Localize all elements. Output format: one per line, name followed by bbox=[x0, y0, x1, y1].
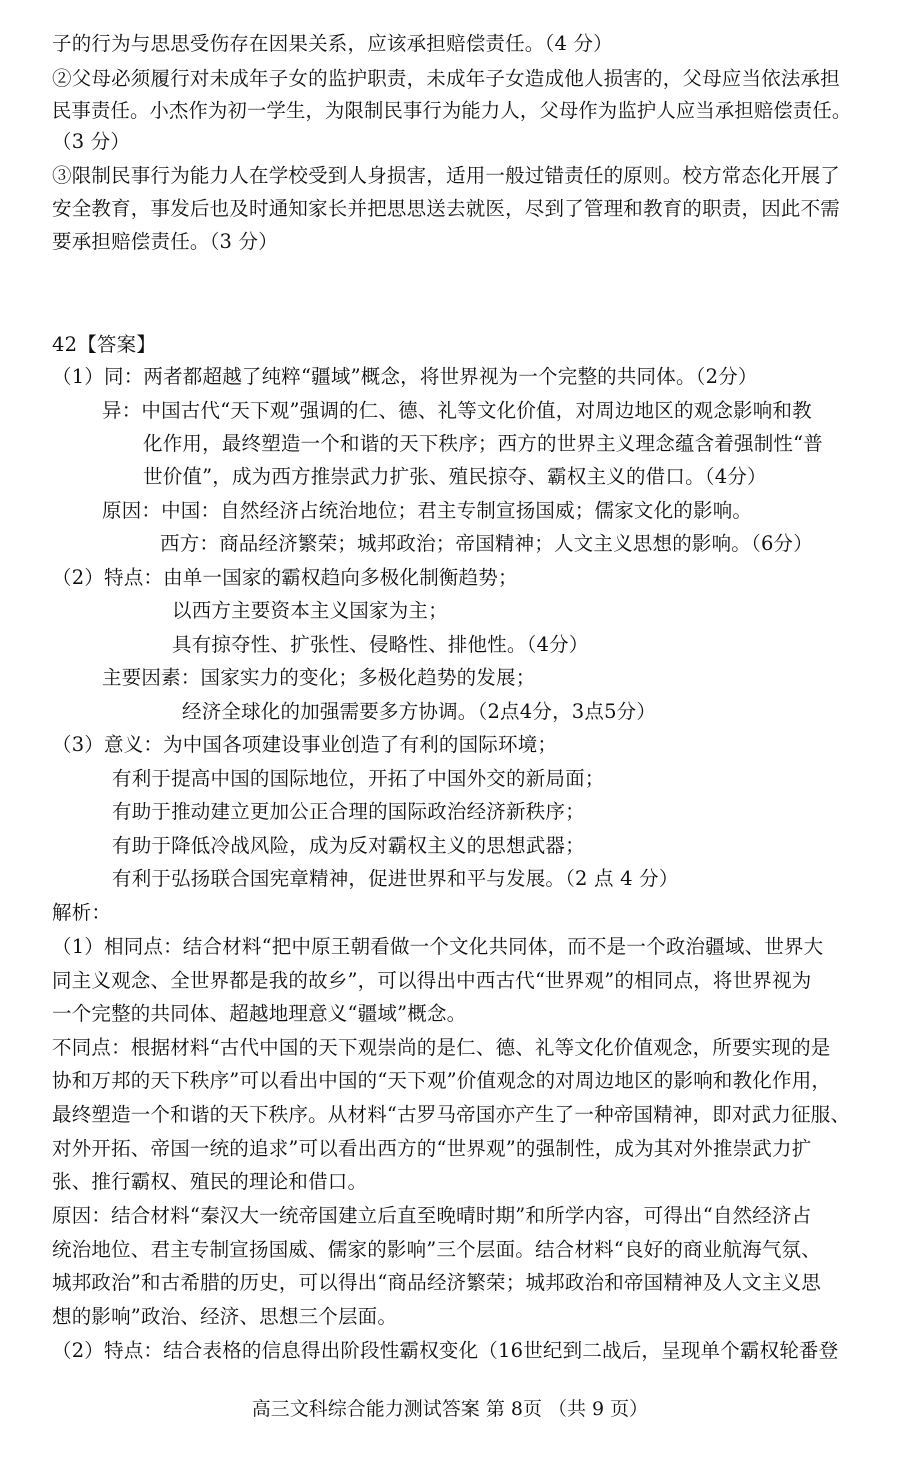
analysis-line: 统治地位、君主专制宣扬国威、儒家的影响”三个层面。结合材料“良好的商业航海气氛、 bbox=[52, 1238, 821, 1261]
page-footer: 高三文科综合能力测试答案 第 8页 （共 9 页） bbox=[251, 1398, 649, 1420]
answer-line: 异：中国古代“天下观”强调的仁、德、礼等文化价值，对周边地区的观念影响和教 bbox=[102, 399, 812, 422]
answer-line: 有利于提高中国的国际地位，开拓了中国外交的新局面； bbox=[112, 767, 605, 790]
answer-line: 有利于弘扬联合国宪章精神，促进世界和平与发展。（2 点 4 分） bbox=[112, 867, 679, 890]
text-line: （3 分） bbox=[52, 130, 131, 153]
analysis-line: 想的影响”政治、经济、思想三个层面。 bbox=[52, 1305, 398, 1328]
answer-line: （2）特点：由单一国家的霸权趋向多极化制衡趋势； bbox=[52, 566, 518, 589]
analysis-line: 不同点：根据材料“古代中国的天下观崇尚的是仁、德、礼等文化价值观念，所要实现的是 bbox=[52, 1036, 831, 1059]
answer-line: 经济全球化的加强需要多方协调。（2点4分，3点5分） bbox=[182, 700, 657, 723]
answer-line: （3）意义：为中国各项建设事业创造了有利的国际环境； bbox=[52, 733, 558, 756]
analysis-line: （1）相同点：结合材料“把中原王朝看做一个文化共同体，而不是一个政治疆域、世界大 bbox=[52, 935, 824, 958]
answer-line: 原因：中国：自然经济占统治地位；君主专制宣扬国威；儒家文化的影响。 bbox=[102, 499, 753, 522]
answer-line: 具有掠夺性、扩张性、侵略性、排他性。（4分） bbox=[172, 633, 589, 656]
text-line: ②父母必须履行对未成年子女的监护职责，未成年子女造成他人损害的，父母应当依法承担 bbox=[52, 67, 841, 90]
analysis-line: 张、推行霸权、殖民的理论和借口。 bbox=[52, 1170, 368, 1193]
answer-line: 化作用，最终塑造一个和谐的天下秩序；西方的世界主义理念蕴含着强制性“普 bbox=[143, 432, 823, 455]
analysis-line: 最终塑造一个和谐的天下秩序。从材料“古罗马帝国亦产生了一种帝国精神，即对武力征服、 bbox=[52, 1103, 851, 1126]
question-heading: 42【答案】 bbox=[52, 333, 157, 356]
answer-line: （1）同：两者都超越了纯粹“疆域”概念，将世界视为一个完整的共同体。（2分） bbox=[52, 365, 758, 388]
text-line: ③限制民事行为能力人在学校受到人身损害，适用一般过错责任的原则。校方常态化开展了 bbox=[52, 164, 841, 187]
text-line: 安全教育，事发后也及时通知家长并把思思送去就医，尽到了管理和教育的职责，因此不需 bbox=[52, 197, 841, 220]
answer-line: 世价值”，成为西方推崇武力扩张、殖民掠夺、霸权主义的借口。（4分） bbox=[143, 465, 767, 488]
answer-line: 有助于降低冷战风险，成为反对霸权主义的思想武器； bbox=[112, 834, 585, 857]
answer-line: 西方：商品经济繁荣；城邦政治；帝国精神；人文主义思想的影响。（6分） bbox=[160, 532, 813, 555]
answer-line: 主要因素：国家实力的变化；多极化趋势的发展； bbox=[102, 666, 536, 689]
analysis-line: 协和万邦的天下秩序”可以看出中国的“天下观”价值观念的对周边地区的影响和教化作用， bbox=[52, 1069, 832, 1092]
analysis-line: 城邦政治”和古希腊的历史，可以得出“商品经济繁荣；城邦政治和帝国精神及人文主义思 bbox=[52, 1271, 821, 1294]
analysis-line: 原因：结合材料“秦汉大一统帝国建立后直至晚晴时期”和所学内容，可得出“自然经济占 bbox=[52, 1204, 812, 1227]
text-line: 要承担赔偿责任。（3 分） bbox=[52, 230, 278, 253]
text-line: 民事责任。小杰作为初一学生，为限制民事行为能力人，父母作为监护人应当承担赔偿责任。 bbox=[52, 99, 852, 122]
answer-line: 以西方主要资本主义国家为主； bbox=[172, 599, 448, 622]
analysis-line: 同主义观念、全世界都是我的故乡”，可以得出中西古代“世界观”的相同点，将世界视为 bbox=[52, 969, 812, 992]
analysis-line: 一个完整的共同体、超越地理意义“疆域”概念。 bbox=[52, 1002, 467, 1025]
analysis-line: （2）特点：结合表格的信息得出阶段性霸权变化（16世纪到二战后，呈现单个霸权轮番登 bbox=[52, 1339, 839, 1362]
analysis-line: 对外开拓、帝国一统的追求”可以看出西方的“世界观”的强制性，成为其对外推崇武力扩 bbox=[52, 1137, 812, 1160]
analysis-label: 解析： bbox=[52, 901, 112, 924]
text-line: 子的行为与思思受伤存在因果关系，应该承担赔偿责任。（4 分） bbox=[52, 32, 613, 55]
answer-line: 有助于推动建立更加公正合理的国际政治经济新秩序； bbox=[112, 800, 585, 823]
